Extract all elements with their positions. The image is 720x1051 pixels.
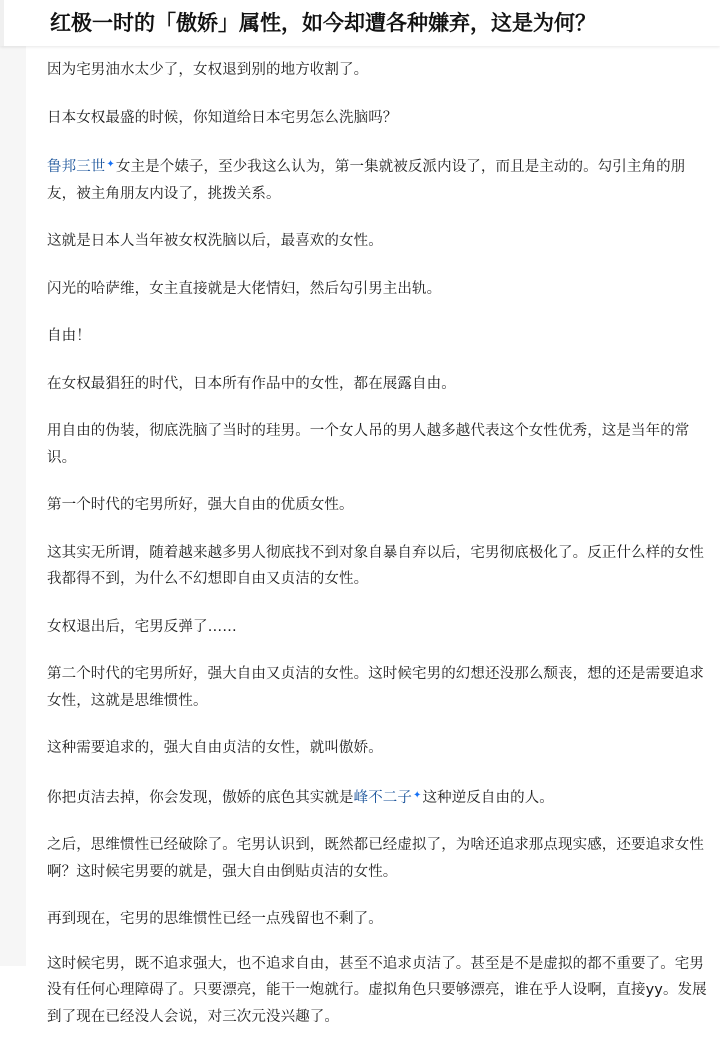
- answer-paragraph: 自由！: [47, 328, 91, 344]
- answer-paragraph: 在女权最猖狂的时代，日本所有作品中的女性，都在展露自由。: [47, 375, 456, 392]
- keyword-link-fujiko[interactable]: 峰不二子: [353, 789, 413, 806]
- header-accent-bar: [0, 0, 4, 46]
- answer-paragraph: 女权退出后，宅男反弹了……: [47, 618, 237, 635]
- answer-paragraph: 日本女权最盛的时候，你知道给日本宅男怎么洗脑吗？: [47, 109, 398, 126]
- paragraph-text: 女主是个婊子，至少我这么认为，第一集就被反派内设了，而且是主动的。勾引主角的朋友，被主角朋友内设了，挑拨关系。: [47, 159, 686, 202]
- answer-paragraph: 闪光的哈萨维，女主直接就是大佬情妇，然后勾引男主出轨。: [47, 280, 442, 297]
- sparkle-icon: ✦: [106, 159, 115, 170]
- answer-content: [47, 57, 707, 1051]
- answer-paragraph: 之后，思维惯性已经破除了。宅男认识到，既然都已经虚拟了，为啥还追求那点现实感，还要追求女性啊？这时候宅男要的就是，强大自由倒贴贞洁的女性。: [47, 837, 704, 880]
- sparkle-icon: ✦: [413, 789, 422, 801]
- answer-paragraph: 这其实无所谓，随着越来越多男人彻底找不到对象自暴自弃以后，宅男彻底极化了。反正什么样的女性我都得不到，为什么不幻想即自由又贞洁的女性。: [47, 544, 704, 587]
- answer-paragraph: 用自由的伪装，彻底洗脑了当时的珪男。一个女人吊的男人越多越代表这个女性优秀，这是当年的常识。: [47, 423, 690, 466]
- answer-paragraph: 第二个时代的宅男所好，强大自由又贞洁的女性。这时候宅男的幻想还没那么颓丧，想的还是需要追求女性，这就是思维惯性。: [47, 666, 704, 709]
- left-rail: [0, 46, 26, 966]
- question-header: [0, 0, 720, 46]
- keyword-link-lupin[interactable]: 鲁邦三世: [47, 159, 106, 175]
- answer-paragraph: 这时候宅男，既不追求强大，也不追求自由，甚至不追求贞洁了。甚至是不是虚拟的都不重要了。宅男没有任何心理障碍了。只要漂亮，能干一炮就行。虚拟角色只要够漂亮，谁在乎人设啊，直接yy。发展到了现在已经没人会说，对三次元没兴趣了。: [47, 955, 707, 1025]
- answer-paragraph: 因为宅男油水太少了，女权退到别的地方收割了。: [47, 62, 369, 78]
- answer-paragraph: 这种需要追求的，强大自由贞洁的女性，就叫傲娇。: [47, 740, 383, 756]
- answer-paragraph: 再到现在，宅男的思维惯性已经一点残留也不剩了。: [47, 911, 383, 927]
- paragraph-text: 你把贞洁去掉，你会发现，傲娇的底色其实就是: [47, 789, 354, 806]
- paragraph-text: 这种逆反自由的人。: [422, 789, 554, 806]
- answer-paragraph: 这就是日本人当年被女权洗脑以后，最喜欢的女性。: [47, 233, 383, 249]
- answer-paragraph: 第一个时代的宅男所好，强大自由的优质女性。: [47, 497, 354, 513]
- answer-paragraph: [47, 152, 707, 207]
- answer-paragraph: [47, 783, 707, 812]
- question-title[interactable]: 红极一时的「傲娇」属性，如今却遭各种嫌弃，这是为何？: [50, 11, 596, 35]
